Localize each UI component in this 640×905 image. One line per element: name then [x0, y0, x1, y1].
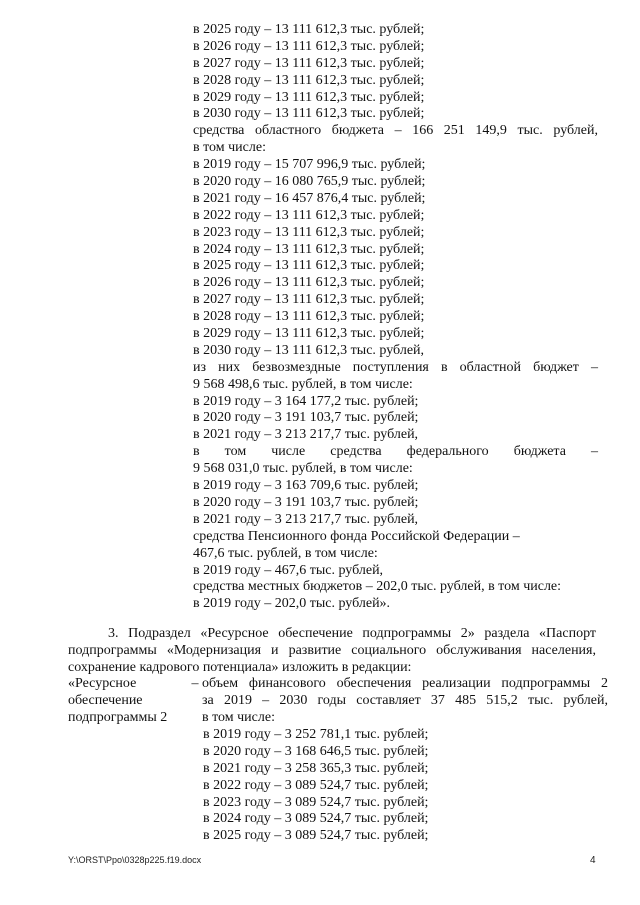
list-item: в 2025 году – 13 111 612,3 тыс. рублей; [193, 258, 425, 274]
list-item: в 2023 году – 3 089 524,7 тыс. рублей; [203, 794, 429, 810]
list-item: в 2030 году – 13 111 612,3 тыс. рублей, [193, 342, 425, 358]
list-item: в 2020 году – 3 191 103,7 тыс. рублей; [193, 410, 419, 426]
resource-label-line: обеспечение [68, 692, 143, 708]
list-item: в 2029 году – 13 111 612,3 тыс. рублей; [193, 326, 425, 342]
list-item: в 2021 году – 3 213 217,7 тыс. рублей, [193, 427, 419, 443]
local-budgets-line: средства местных бюджетов – 202,0 тыс. рублей, в том числе: [193, 579, 562, 595]
resource-label-line: «Ресурсное [68, 676, 137, 691]
resource-description-line: в том числе: [202, 709, 275, 725]
list-item: в 2023 году – 13 111 612,3 тыс. рублей; [193, 224, 425, 240]
list-item: в 2029 году – 13 111 612,3 тыс. рублей; [193, 89, 425, 105]
resource-label [68, 676, 188, 727]
resource-description [202, 676, 608, 727]
list-item: в 2024 году – 13 111 612,3 тыс. рублей; [193, 241, 425, 257]
list-item: 9 568 498,6 тыс. рублей, в том числе: [193, 376, 413, 392]
resource-description-line: за 2019 – 2030 годы составляет 37 485 515,2 тыс. рублей, [202, 692, 608, 708]
regional-budget-line: средства областного бюджета – 166 251 149,9 тыс. рублей, [193, 123, 598, 139]
list-item: в 2019 году – 3 252 781,1 тыс. рублей; [203, 727, 429, 742]
grants-line: из них безвозмездные поступления в областной бюджет – [193, 359, 598, 375]
list-item: в 2025 году – 13 111 612,3 тыс. рублей; [193, 22, 425, 37]
list-item: в 2019 году – 467,6 тыс. рублей, [193, 562, 384, 578]
list-item: в 2019 году – 3 164 177,2 тыс. рублей; [193, 393, 419, 409]
list-item: в 2019 году – 3 163 709,6 тыс. рублей; [193, 478, 419, 494]
list-item: в 2021 году – 3 213 217,7 тыс. рублей, [193, 511, 419, 527]
section-3-paragraph: 3. Подраздел «Ресурсное обеспечение подпрограммы 2» раздела «Паспорт подпрограммы «Модернизация и развитие социального обслуживания населения, сохранение кадрового потенциала» изложить в редакции: [68, 626, 596, 675]
list-item: в 2021 году – 16 457 876,4 тыс. рублей; [193, 190, 426, 206]
list-item: в 2028 году – 13 111 612,3 тыс. рублей; [193, 72, 425, 88]
list-item: 9 568 031,0 тыс. рублей, в том числе: [193, 461, 413, 477]
resource-dash: – [191, 676, 199, 691]
page-number: 4 [590, 855, 596, 866]
footer-file-path: Y:\ORST\Ppo\0328p225.f19.docx [68, 855, 202, 865]
list-item: в 2022 году – 3 089 524,7 тыс. рублей; [203, 777, 429, 793]
list-item: в 2019 году – 15 707 996,9 тыс. рублей; [193, 157, 426, 173]
federal-budget-line: в том числе средства федерального бюджета – [193, 444, 598, 460]
list-item: в 2020 году – 3 168 646,5 тыс. рублей; [203, 743, 429, 759]
list-item: в 2022 году – 13 111 612,3 тыс. рублей; [193, 207, 425, 223]
resource-description-line: объем финансового обеспечения реализации подпрограммы 2 [202, 676, 608, 691]
pension-fund-line: средства Пенсионного фонда Российской Федерации – [193, 528, 520, 544]
list-item: в 2020 году – 3 191 103,7 тыс. рублей; [193, 494, 419, 510]
list-item: в 2030 году – 13 111 612,3 тыс. рублей; [193, 106, 425, 122]
list-item: в 2020 году – 16 080 765,9 тыс. рублей; [193, 174, 426, 190]
list-item: в 2024 году – 3 089 524,7 тыс. рублей; [203, 811, 429, 827]
list-item: в 2021 году – 3 258 365,3 тыс. рублей; [203, 760, 429, 776]
resource-years-list [203, 727, 503, 845]
list-item: в 2027 году – 13 111 612,3 тыс. рублей; [193, 55, 425, 71]
resource-label-line: подпрограммы 2 [68, 709, 168, 725]
list-item: в 2026 году – 13 111 612,3 тыс. рублей; [193, 38, 425, 54]
list-item: в 2025 году – 3 089 524,7 тыс. рублей; [203, 828, 429, 844]
list-item: в 2027 году – 13 111 612,3 тыс. рублей; [193, 292, 425, 308]
funding-list-top [193, 22, 598, 613]
list-item: 467,6 тыс. рублей, в том числе: [193, 545, 378, 561]
list-item: в 2026 году – 13 111 612,3 тыс. рублей; [193, 275, 425, 291]
list-item: в 2028 году – 13 111 612,3 тыс. рублей; [193, 309, 425, 325]
list-item: в 2019 году – 202,0 тыс. рублей». [193, 596, 391, 612]
list-item: в том числе: [193, 140, 266, 156]
